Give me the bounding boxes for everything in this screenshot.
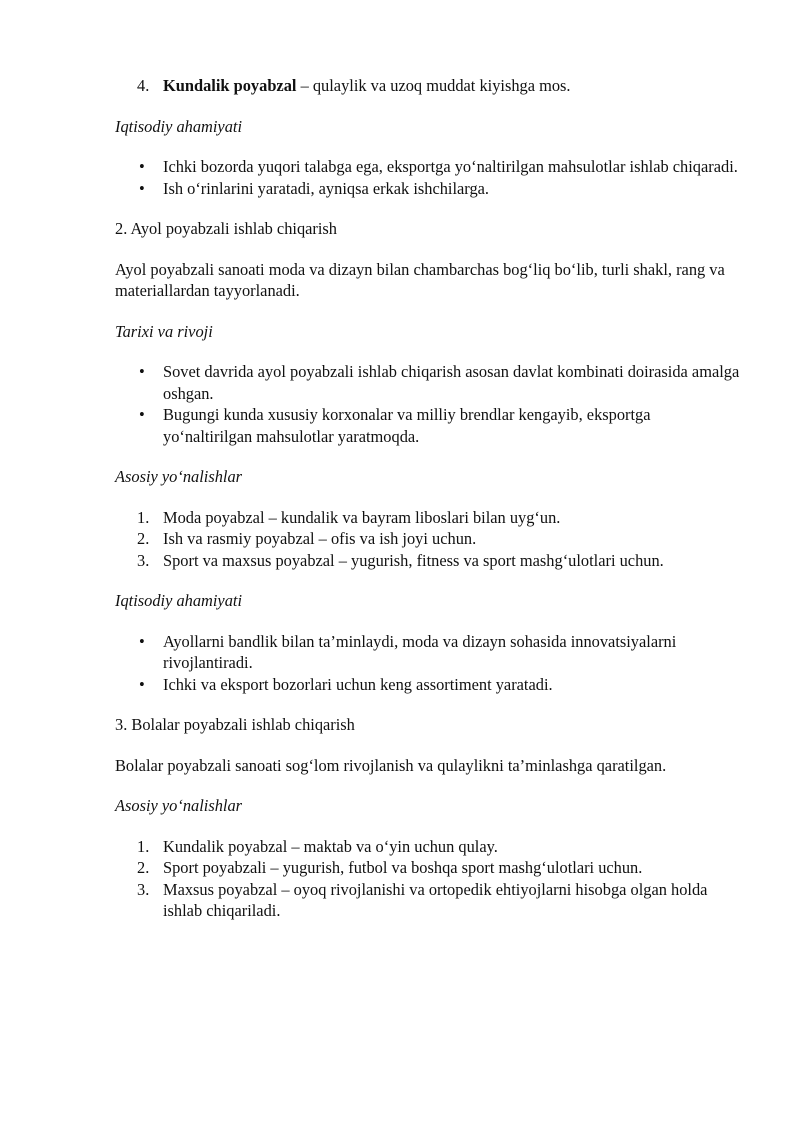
section-intro-paragraph: Ayol poyabzali sanoati moda va dizayn bilan chambarchas bog‘liq bo‘lib, turli shakl, rang va materiallardan tayyorlanadi. (115, 259, 725, 300)
list-item: • Sovet davrida ayol poyabzali ishlab chiqarish asosan davlat kombinati doirasida amalga oshgan. (115, 361, 740, 404)
subheading-main-directions: Asosiy yo‘nalishlar (115, 796, 243, 815)
list-item-text: Maxsus poyabzal – oyoq rivojlanishi va ortopedik ehtiyojlarni hisobga olgan holda ishlab chiqariladi. (163, 879, 708, 920)
list-number: 2. (137, 529, 150, 548)
list-item-text: Kundalik poyabzal – maktab va o‘yin uchun qulay. (163, 836, 498, 856)
subheading-history: Tarixi va rivoji (115, 321, 213, 341)
economic-importance-list (115, 156, 740, 199)
section-title-women-footwear: 2. Ayol poyabzali ishlab chiqarish (115, 219, 338, 238)
list-number: 2. (137, 858, 150, 877)
list-item-text: – qulaylik va uzoq muddat kiyishga mos. (296, 76, 571, 95)
section-intro-paragraph: Bolalar poyabzali sanoati sog‘lom rivojlanish va qulaylikni ta’minlashga qaratilgan. (115, 755, 667, 775)
main-directions-list (115, 836, 740, 922)
list-item (115, 836, 740, 858)
list-number: 1. (137, 836, 150, 856)
list-item (115, 507, 740, 529)
section-title-children-footwear: 3. Bolalar poyabzali ishlab chiqarish (115, 715, 355, 734)
list-item-text: Moda poyabzal – kundalik va bayram liboslari bilan uyg‘un. (163, 507, 561, 527)
history-list (115, 361, 740, 447)
list-item (115, 528, 740, 550)
list-number: 4. (137, 76, 150, 95)
list-item-bold-term: Kundalik poyabzal (163, 76, 297, 95)
list-item (115, 75, 740, 97)
list-item (115, 550, 740, 572)
subheading-economic-importance: Iqtisodiy ahamiyati (115, 591, 243, 610)
subheading-economic-importance: Iqtisodiy ahamiyati (115, 116, 243, 136)
subheading-main-directions: Asosiy yo‘nalishlar (115, 467, 243, 486)
economic-importance-list (115, 631, 740, 696)
list-item-text: Ish va rasmiy poyabzal – ofis va ish joyi uchun. (163, 529, 477, 548)
list-item (115, 857, 740, 879)
list-item: • Ish o‘rinlarini yaratadi, ayniqsa erkak ishchilarga. (115, 178, 740, 200)
list-number: 3. (137, 550, 150, 570)
list-item: • Ichki va eksport bozorlari uchun keng assortiment yaratadi. (115, 674, 740, 696)
list-item-text: Sport va maxsus poyabzal – yugurish, fitness va sport mashg‘ulotlari uchun. (163, 550, 664, 570)
list-item-text: Sport poyabzali – yugurish, futbol va boshqa sport mashg‘ulotlari uchun. (163, 858, 643, 877)
list-number: 3. (137, 879, 150, 899)
list-item: • Ayollarni bandlik bilan ta’minlaydi, moda va dizayn sohasida innovatsiyalarni rivojlantiradi. (115, 631, 740, 674)
men-directions-list-continued (115, 75, 740, 97)
list-item: • Ichki bozorda yuqori talabga ega, eksportga yo‘naltirilgan mahsulotlar ishlab chiqaradi. (115, 156, 740, 178)
list-number: 1. (137, 507, 150, 527)
main-directions-list (115, 507, 740, 572)
list-item (115, 879, 740, 922)
list-item: • Bugungi kunda xususiy korxonalar va milliy brendlar kengayib, eksportga yo‘naltirilgan mahsulotlar yaratmoqda. (115, 404, 740, 447)
